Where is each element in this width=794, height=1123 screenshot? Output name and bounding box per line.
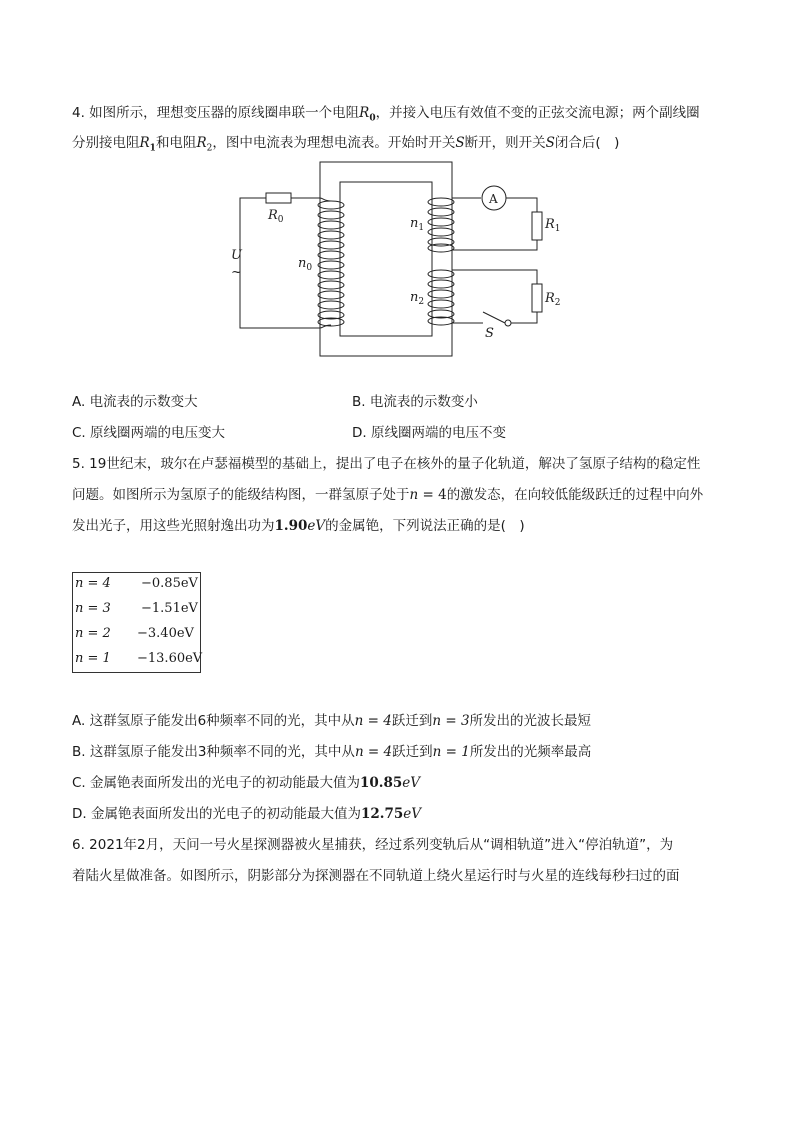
label-switch: S xyxy=(485,326,494,341)
q4-option-c: C. 原线圈两端的电压变大 xyxy=(72,425,226,441)
q6-stem-line2: 着陆火星做准备。如图所示，阴影部分为探测器在不同轨道上绕火星运行时与火星的连线每秒扫过的面 xyxy=(72,868,680,884)
q4-stem-line1: 4. 如图所示，理想变压器的原线圈串联一个电阻$R_0$，并接入电压有效值不变的正弦交流电源；两个副线圈 xyxy=(72,105,700,124)
label-n2: $n_2$ xyxy=(410,290,425,307)
q4-option-a: A. 电流表的示数变大 xyxy=(72,394,198,410)
label-r2: $R_2$ xyxy=(545,291,561,308)
q5-option-c: C. 金属铯表面所发出的光电子的初动能最大值为10.85eV xyxy=(72,775,421,791)
energy-level-row: n = 3 −1.51eV xyxy=(75,601,198,616)
q5-option-a: A. 这群氢原子能发出6种频率不同的光，其中从n = 4跃迁到n = 3所发出的光波长最短 xyxy=(72,713,592,729)
switch-s xyxy=(483,312,505,323)
label-r1: $R_1$ xyxy=(545,217,561,234)
label-n1: $n_1$ xyxy=(410,216,425,233)
q5-stem-line3: 发出光子，用这些光照射逸出功为1.90eV的金属铯，下列说法正确的是( ) xyxy=(72,518,525,534)
q4-option-d: D. 原线圈两端的电压不变 xyxy=(352,425,506,441)
transformer-core-inner xyxy=(340,182,432,336)
q4-option-b: B. 电流表的示数变小 xyxy=(352,394,478,410)
label-r0: $R_0$ xyxy=(268,208,284,225)
switch-contact xyxy=(505,320,511,326)
q5-stem-line1: 5. 19世纪末，玻尔在卢瑟福模型的基础上，提出了电子在核外的量子化轨道，解决了氢原子结构的稳定性 xyxy=(72,456,701,472)
q5-option-b: B. 这群氢原子能发出3种频率不同的光，其中从n = 4跃迁到n = 1所发出的光频率最高 xyxy=(72,744,592,760)
resistor-r2 xyxy=(532,284,542,312)
q4-stem-line2: 分别接电阻$R_1$和电阻$R_2$，图中电流表为理想电流表。开始时开关S断开，则开关S闭合后( ) xyxy=(72,135,620,154)
label-ammeter: A xyxy=(489,192,498,206)
q5-option-d: D. 金属铯表面所发出的光电子的初动能最大值为12.75eV xyxy=(72,806,422,822)
q6-stem-line1: 6. 2021年2月，天问一号火星探测器被火星捕获，经过系列变轨后从“调相轨道”进入“停泊轨道”，为 xyxy=(72,837,674,853)
label-n0: $n_0$ xyxy=(298,256,313,273)
energy-level-row: n = 1 −13.60eV xyxy=(75,651,203,666)
energy-level-row: n = 2 −3.40eV xyxy=(75,626,194,641)
label-u: U xyxy=(231,248,242,263)
resistor-r1 xyxy=(532,212,542,240)
energy-level-row: n = 4 −0.85eV xyxy=(75,576,198,591)
resistor-r0 xyxy=(266,193,291,203)
energy-level-table xyxy=(72,572,201,673)
transformer-circuit-diagram xyxy=(228,160,588,360)
label-tilde: ~ xyxy=(231,265,242,280)
q5-stem-line2: 问题。如图所示为氢原子的能级结构图，一群氢原子处于n = 4的激发态，在向较低能级跃迁的过程中向外 xyxy=(72,487,704,503)
